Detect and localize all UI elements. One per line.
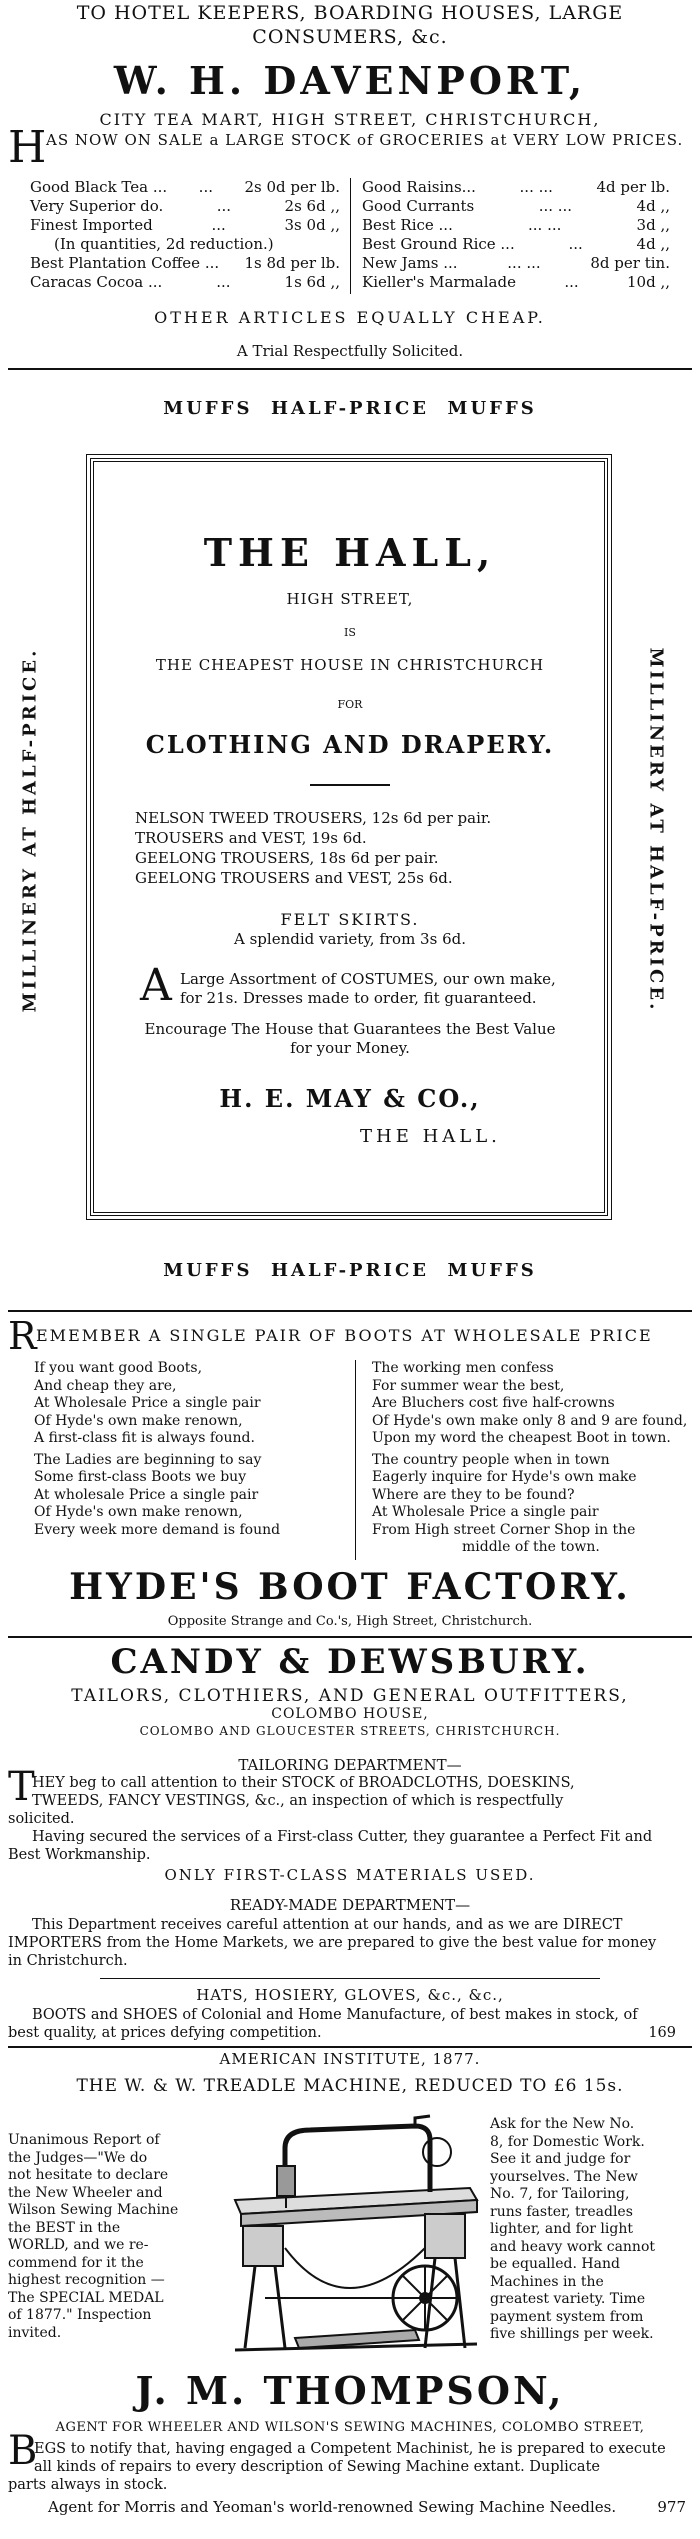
candy-tailors: TAILORS, CLOTHIERS, AND GENERAL OUTFITTERS, [71,1686,629,1706]
davenport-dropcap: H [8,122,47,173]
thompson-dropcap: B [8,2428,38,2474]
hall-side-text-right: MILLINERY AT HALF-PRICE. [645,647,667,1013]
hall-is: IS [344,626,356,639]
candy-boots: BOOTS and SHOES of Colonial and Home Manufacture, of best makes in stock, of best quality, at prices defying competition. 169 [8,2007,676,2041]
candy-hats: HATS, HOSIERY, GLOVES, &c., &c., [196,1986,504,2004]
list-item: TROUSERS and VEST, 19s 6d. [135,829,367,847]
hall-clothing: CLOTHING AND DRAPERY. [145,730,555,759]
list-item: New Jams ... ... ... 8d per tin. [362,254,670,272]
davenport-trial: A Trial Respectfully Solicited. [236,342,464,360]
davenport-header: TO HOTEL KEEPERS, BOARDING HOUSES, LARGE [76,2,624,24]
list-item: Best Ground Rice ... ... 4d ,, [362,235,670,253]
hyde-dropcap: R [8,1314,37,1358]
candy-ready-text: This Department receives careful attention at our hands, and as we are DIRECT IMPORTERS from the Home Markets, we are prepared to give the best value for money in Christchurch. [8,1917,657,1969]
thompson-machine-head: THE W. & W. TREADLE MACHINE, REDUCED TO £6 15s. [76,2076,624,2096]
hall-cheapest: THE CHEAPEST HOUSE IN CHRISTCHURCH [155,656,545,674]
list-item: Good Currants ... ... 4d ,, [362,197,670,215]
thompson-left-text: Unanimous Report of the Judges—"We do not hesitate to declare the New Wheeler and Wilson Sewing Machine the BEST in the WORLD, and we re- commend for it the highest recognition — The SPECIAL MEDAL of 1877." Inspection invited. [8,2132,179,2341]
list-item: NELSON TWEED TROUSERS, 12s 6d per pair. [135,809,492,827]
hall-top-banner: MUFFS HALF-PRICE MUFFS [163,398,537,419]
thompson-ref: 977 [657,2498,686,2516]
davenport-right-list [362,178,670,292]
hall-felt-skirts: FELT SKIRTS. [280,910,420,929]
thompson-right-text: Ask for the New No. 8, for Domestic Work. See it and judge for yourselves. The New No. 7, for Tailoring, runs faster, treadles lighter, and for light and heavy work cannot be equalled. Hand Machines in the greatest variety. Time payment system from five shillings per week. [490,2116,656,2342]
candy-rule [100,1978,600,1979]
davenport-intro: AS NOW ON SALE a LARGE STOCK of GROCERIES at VERY LOW PRICES. [46,131,684,149]
list-item: Finest Imported ... 3s 0d ,, [30,216,340,234]
candy-tailoring-head: TAILORING DEPARTMENT— [238,1756,462,1774]
davenport-price-list [30,178,670,296]
hyde-heading: EMEMBER A SINGLE PAIR OF BOOTS AT WHOLESALE PRICE [36,1326,653,1345]
thompson-morris-line [8,2498,696,2516]
list-item: Good Black Tea ... ... 2s 0d per lb. [30,178,340,196]
hall-street: HIGH STREET, [286,590,414,608]
candy-name: CANDY & DEWSBURY. [110,1642,590,1682]
candy-tailoring-text: HEY beg to call attention to their STOCK of BROADCLOTHS, DOESKINS, TWEEDS, FANCY VESTINGS, &c., an inspection of which is respectfully solicited. Having secured the services of a First-class Cutter, they guarantee a Perfect Fit and Best Workmanship. [8,1775,653,1863]
thompson-begs: EGS to notify that, having engaged a Competent Machinist, he is prepared to execute all kinds of repairs to every description of Sewing Machine extant. Duplicate parts always in stock. [8,2441,666,2493]
section-divider [8,1636,692,1638]
list-item: Best Plantation Coffee ... 1s 8d per lb. [30,254,340,272]
candy-corner: COLOMBO AND GLOUCESTER STREETS, CHRISTCHURCH. [139,1724,561,1738]
thompson-name: J. M. THOMPSON, [135,2368,565,2413]
hyde-left-verse: If you want good Boots, And cheap they are, At Wholesale Price a single pair Of Hyde's own make renown, A first-class fit is always found. The Ladies are beginning to say Some first-class Boots we buy At wholesale Price a single pair Of Hyde's own make renown, Every week more demand is found [34,1360,281,1538]
list-item: GEELONG TROUSERS, 18s 6d per pair. [135,849,439,867]
hall-dropcap: A [140,960,172,1011]
hall-rule [310,784,390,786]
hyde-right-verse: The working men confess For summer wear the best, Are Bluchers cost five half-crowns Of Hyde's own make only 8 and 9 are found, Upon my word the cheapest Boot in town. The country people when in town Eagerly inquire for Hyde's own make Where are they to be found? At Wholesale Price a single pair From High street Corner Shop in the middle of the town. [372,1360,688,1555]
candy-ref: 169 [648,2025,676,2041]
list-item: GEELONG TROUSERS and VEST, 25s 6d. [135,869,453,887]
hall-title: THE HALL, [203,530,497,575]
section-divider [8,1310,692,1312]
thompson-institute: AMERICAN INSTITUTE, 1877. [219,2050,481,2068]
hall-encourage: Encourage The House that Guarantees the Best Value for your Money. [144,1020,556,1057]
davenport-other-articles: OTHER ARTICLES EQUALLY CHEAP. [154,308,546,327]
hyde-factory: HYDE'S BOOT FACTORY. [69,1566,631,1608]
thompson-agent: AGENT FOR WHEELER AND WILSON'S SEWING MACHINES, COLOMBO STREET, [55,2420,645,2435]
column-divider [355,1360,356,1560]
davenport-header-2: CONSUMERS, &c. [252,26,448,48]
hall-side-text-left: MILLINERY AT HALF-PRICE. [19,647,41,1013]
candy-dropcap: T [8,1764,35,1810]
list-item: (In quantities, 2d reduction.) [54,235,274,253]
sewing-machine-illustration [215,2108,490,2358]
hall-costumes: Large Assortment of COSTUMES, our own make, for 21s. Dresses made to order, fit guaranteed. [180,970,556,1007]
list-item: Very Superior do. ... 2s 6d ,, [30,197,340,215]
hall-skirts-variety: A splendid variety, from 3s 6d. [234,930,466,948]
list-item: Best Rice ... ... ... 3d ,, [362,216,670,234]
thompson-morris: Agent for Morris and Yeoman's world-renowned Sewing Machine Needles. [48,2498,617,2516]
candy-ready-head: READY-MADE DEPARTMENT— [229,1896,471,1914]
hyde-opposite: Opposite Strange and Co.'s, High Street, Christchurch. [167,1614,533,1629]
hall-trousers-list [135,808,575,888]
candy-only: ONLY FIRST-CLASS MATERIALS USED. [164,1866,536,1884]
hall-bottom-banner: MUFFS HALF-PRICE MUFFS [163,1260,537,1281]
list-item: Good Raisins... ... ... 4d per lb. [362,178,670,196]
davenport-left-list [30,178,340,292]
hall-for: FOR [337,698,363,711]
list-item: Caracas Cocoa ... ... 1s 6d ,, [30,273,340,291]
section-divider [8,2046,692,2048]
column-divider [350,178,351,294]
section-divider [8,368,692,370]
list-item: Kieller's Marmalade ... 10d ,, [362,273,670,291]
hall-firm: H. E. MAY & CO., [219,1084,481,1113]
davenport-name: W. H. DAVENPORT, [113,58,587,103]
davenport-address: CITY TEA MART, HIGH STREET, CHRISTCHURCH, [99,110,601,129]
hall-the-hall: THE HALL. [360,1126,501,1147]
candy-house: COLOMBO HOUSE, [271,1706,429,1722]
